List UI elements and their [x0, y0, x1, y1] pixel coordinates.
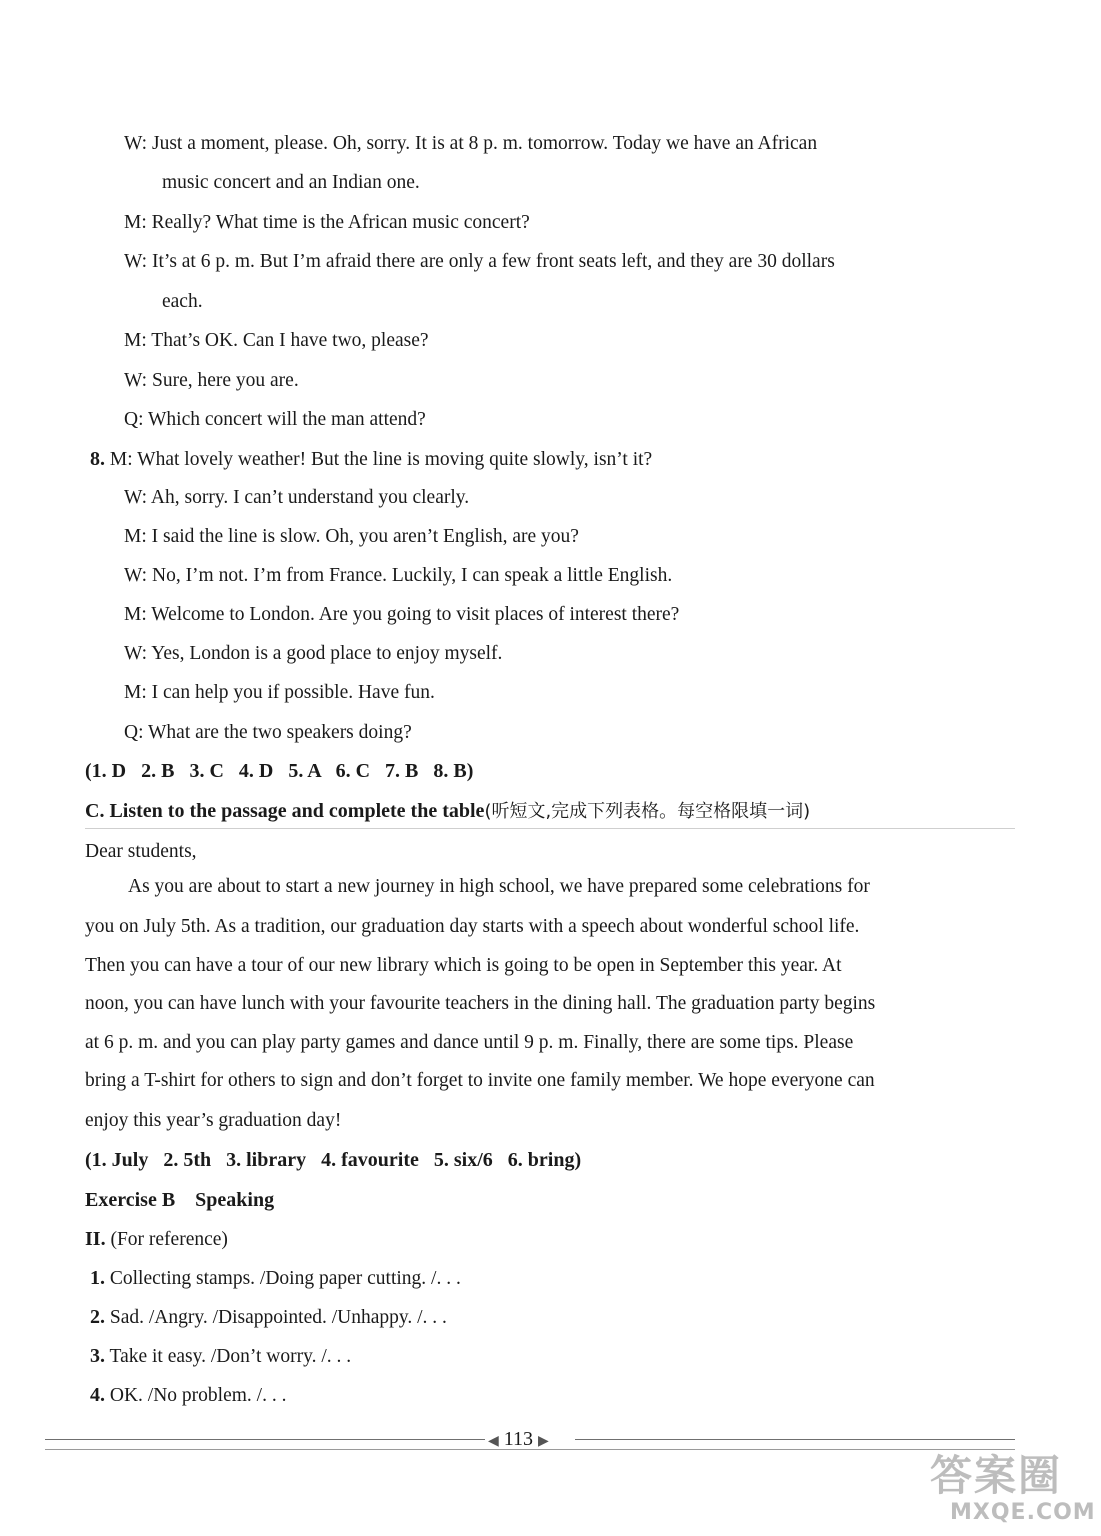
item-text: OK. /No problem. /. . .: [109, 1385, 287, 1406]
section-heading: [85, 798, 810, 825]
dialogue-line: [124, 328, 429, 354]
list-item: [90, 1343, 351, 1370]
answer-key: (1. July 2. 5th 3. library 4. favourite 5. six/6 6. bring): [85, 1149, 582, 1171]
dialogue-line: [124, 641, 502, 667]
dialogue-text: Really? What time is the African music concert?: [151, 212, 530, 233]
section-heading-cn: (听短文,完成下列表格。每空格限填一词): [484, 801, 811, 822]
question-text: Which concert will the man attend?: [148, 409, 426, 430]
dialogue-text: It’s at 6 p. m. But I’m afraid there are only a few front seats left, and they are 30 dollars: [151, 251, 835, 272]
dialogue-text: Welcome to London. Are you going to visit places of interest there?: [151, 604, 680, 625]
question-line: [124, 407, 426, 433]
list-item: [90, 1382, 286, 1409]
section-heading-title: C. Listen to the passage and complete the table: [85, 800, 485, 822]
page-number: 113: [503, 1428, 534, 1450]
item-number: 2.: [90, 1306, 105, 1328]
dialogue-text: Sure, here you are.: [151, 370, 299, 391]
site-watermark: [930, 1451, 1096, 1532]
footer-rule-right: [575, 1439, 1015, 1440]
dialogue-text: Just a moment, please. Oh, sorry. It is at 8 p. m. tomorrow. Today we have an African: [151, 133, 818, 154]
dialogue-text: No, I’m not. I’m from France. Luckily, I can speak a little English.: [151, 565, 673, 586]
speaker-label: Q:: [124, 722, 144, 743]
question-line: [124, 720, 412, 746]
dialogue-line: [124, 485, 469, 511]
speaker-label: W:: [124, 487, 148, 508]
dialogue-line: [90, 446, 652, 473]
speaker-label: W:: [124, 251, 148, 272]
passage-line: enjoy this year’s graduation day!: [85, 1110, 342, 1131]
speaker-label: W:: [124, 643, 148, 664]
dialogue-line: [124, 602, 679, 628]
speaker-label: M:: [124, 212, 147, 233]
question-text: What are the two speakers doing?: [148, 722, 412, 743]
dialogue-line: [124, 563, 672, 589]
item-text: Take it easy. /Don’t worry. /. . .: [109, 1346, 352, 1367]
watermark-url: MXQE.COM: [950, 1500, 1096, 1525]
dialogue-text: Ah, sorry. I can’t understand you clearly.: [150, 487, 470, 508]
page-arrow-left-icon: ◀: [488, 1434, 499, 1449]
item-number: 3.: [90, 1345, 105, 1367]
passage-line: at 6 p. m. and you can play party games and dance until 9 p. m. Finally, there are some tips. Please: [85, 1032, 854, 1053]
dialogue-line: [124, 524, 579, 550]
part-heading: [85, 1226, 228, 1253]
part-label: II.: [85, 1228, 106, 1250]
item-number: 1.: [90, 1267, 105, 1289]
separator-rule: [85, 828, 1015, 829]
passage-line: As you are about to start a new journey in high school, we have prepared some celebrations for: [128, 876, 870, 897]
answer-key: (1. D 2. B 3. C 4. D 5. A 6. C 7. B 8. B): [85, 760, 474, 782]
speaker-label: W:: [124, 133, 148, 154]
list-item: [90, 1265, 461, 1292]
watermark-logo-text: 答案圈: [930, 1451, 1063, 1500]
speaker-label: M:: [124, 526, 147, 547]
passage-line: bring a T-shirt for others to sign and don’t forget to invite one family member. We hope everyone can: [85, 1070, 875, 1091]
speaker-label: W:: [124, 565, 148, 586]
part-note: (For reference): [110, 1229, 228, 1250]
passage-line: noon, you can have lunch with your favourite teachers in the dining hall. The graduation party begins: [85, 993, 876, 1014]
dialogue-line: [124, 249, 835, 275]
dialogue-text: Yes, London is a good place to enjoy myself.: [151, 643, 503, 664]
dialogue-line: [124, 368, 299, 394]
exercise-heading: Exercise B Speaking: [85, 1189, 275, 1211]
speaker-label: Q:: [124, 409, 144, 430]
dialogue-text: That’s OK. Can I have two, please?: [151, 330, 429, 351]
speaker-label: M:: [109, 449, 133, 470]
list-item: [90, 1304, 447, 1331]
dialogue-text: I said the line is slow. Oh, you aren’t English, are you?: [151, 526, 579, 547]
dialogue-line: [124, 680, 435, 706]
page-arrow-right-icon: ▶: [538, 1434, 549, 1449]
speaker-label: M:: [124, 330, 147, 351]
letter-greeting: Dear students,: [85, 841, 197, 862]
dialogue-continuation: music concert and an Indian one.: [162, 172, 420, 193]
dialogue-text: I can help you if possible. Have fun.: [151, 682, 435, 703]
footer-rule-left: [45, 1439, 485, 1440]
speaker-label: M:: [124, 682, 147, 703]
speaker-label: M:: [124, 604, 147, 625]
dialogue-line: [124, 210, 530, 236]
passage-line: Then you can have a tour of our new library which is going to be open in September this year. At: [85, 955, 842, 976]
page-number-block: [488, 1426, 549, 1455]
item-number: 4.: [90, 1384, 105, 1406]
item-text: Collecting stamps. /Doing paper cutting. /. . .: [109, 1268, 461, 1289]
passage-line: you on July 5th. As a tradition, our graduation day starts with a speech about wonderful school life.: [85, 916, 860, 937]
item-number: 8.: [90, 448, 105, 470]
dialogue-text: What lovely weather! But the line is moving quite slowly, isn’t it?: [137, 449, 653, 470]
dialogue-line: [124, 131, 817, 157]
item-text: Sad. /Angry. /Disappointed. /Unhappy. /. . .: [109, 1307, 447, 1328]
dialogue-continuation: each.: [162, 291, 203, 312]
speaker-label: W:: [124, 370, 148, 391]
